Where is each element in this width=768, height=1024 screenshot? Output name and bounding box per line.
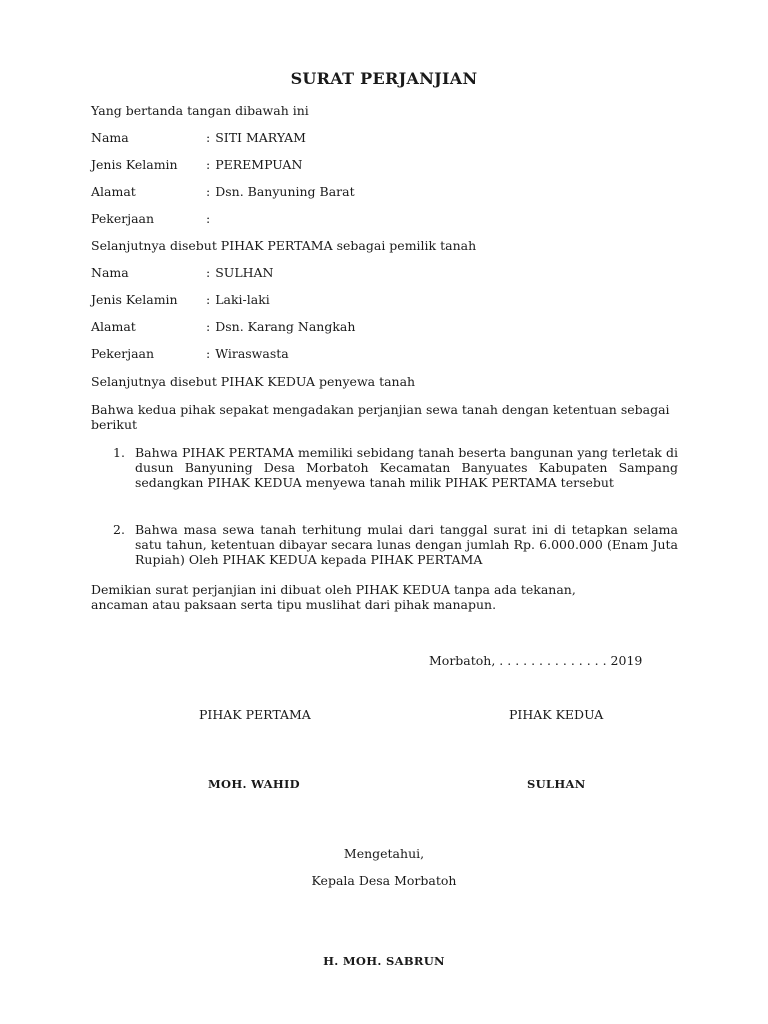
second-party-signatory: SULHAN xyxy=(527,777,586,791)
first-party-gender-row: : PEREMPUAN xyxy=(206,157,303,172)
second-party-designation: Selanjutnya disebut PIHAK KEDUA penyewa tanah xyxy=(91,374,416,389)
place-date: Morbatoh, . . . . . . . . . . . . . . 2019 xyxy=(429,653,643,668)
second-party-job-label: Pekerjaan xyxy=(91,346,155,361)
second-party-name-value: SULHAN xyxy=(215,265,274,280)
first-party-name-value: SITI MARYAM xyxy=(215,130,306,145)
second-party-gender-row: : Laki-laki xyxy=(206,292,270,307)
first-party-gender-value: PEREMPUAN xyxy=(215,157,303,172)
first-party-name-row: : SITI MARYAM xyxy=(206,130,306,145)
closing-text: Demikian surat perjanjian ini dibuat oleh PIHAK KEDUA tanpa ada tekanan, ancaman atau paksaan serta tipu muslihat dari pihak manapun. xyxy=(91,582,576,612)
second-party-name-row: : SULHAN xyxy=(206,265,274,280)
second-party-job-value: Wiraswasta xyxy=(215,346,289,361)
second-party-job-row: : Wiraswasta xyxy=(206,346,289,361)
first-party-job-label: Pekerjaan xyxy=(91,211,155,226)
agreement-intro: Bahwa kedua pihak sepakat mengadakan perjanjian sewa tanah dengan ketentuan sebagai berikut xyxy=(91,402,670,432)
term-number: 2. xyxy=(113,522,125,537)
second-party-gender-value: Laki-laki xyxy=(215,292,270,307)
second-party-address-row: : Dsn. Karang Nangkah xyxy=(206,319,356,334)
acknowledgement-label: Mengetahui, xyxy=(343,846,425,861)
first-party-designation: Selanjutnya disebut PIHAK PERTAMA sebagai pemilik tanah xyxy=(91,238,477,253)
second-party-gender-label: Jenis Kelamin xyxy=(91,292,178,307)
second-party-address-value: Dsn. Karang Nangkah xyxy=(215,319,356,334)
first-party-signatory: MOH. WAHID xyxy=(208,777,300,791)
first-party-address-value: Dsn. Banyuning Barat xyxy=(215,184,355,199)
second-party-address-label: Alamat xyxy=(91,319,136,334)
first-party-name-label: Nama xyxy=(91,130,129,145)
first-party-job-row: : xyxy=(206,211,211,226)
acknowledgement-position: Kepala Desa Morbatoh xyxy=(311,873,457,888)
second-party-name-label: Nama xyxy=(91,265,129,280)
first-party-address-row: : Dsn. Banyuning Barat xyxy=(206,184,355,199)
village-head-signatory: H. MOH. SABRUN xyxy=(323,954,445,968)
first-party-gender-label: Jenis Kelamin xyxy=(91,157,178,172)
first-party-role: PIHAK PERTAMA xyxy=(199,707,311,722)
term-number: 1. xyxy=(113,445,125,460)
first-party-address-label: Alamat xyxy=(91,184,136,199)
term-text: Bahwa PIHAK PERTAMA memiliki sebidang tanah beserta bangunan yang terletak di dusun Banyuning Desa Morbatoh Kecamatan Banyuates Kabupaten Sampang sedangkan PIHAK KEDUA menyewa tanah milik PIHAK PERTAMA tersebut xyxy=(135,445,678,490)
second-party-role: PIHAK KEDUA xyxy=(509,707,604,722)
document-title: SURAT PERJANJIAN xyxy=(290,69,478,88)
intro-text: Yang bertanda tangan dibawah ini xyxy=(91,103,309,118)
term-text: Bahwa masa sewa tanah terhitung mulai dari tanggal surat ini di tetapkan selama satu tahun, ketentuan dibayar secara lunas dengan jumlah Rp. 6.000.000 (Enam Juta Rupiah) Oleh PIHAK KEDUA kepada PIHAK PERTAMA xyxy=(135,522,678,567)
